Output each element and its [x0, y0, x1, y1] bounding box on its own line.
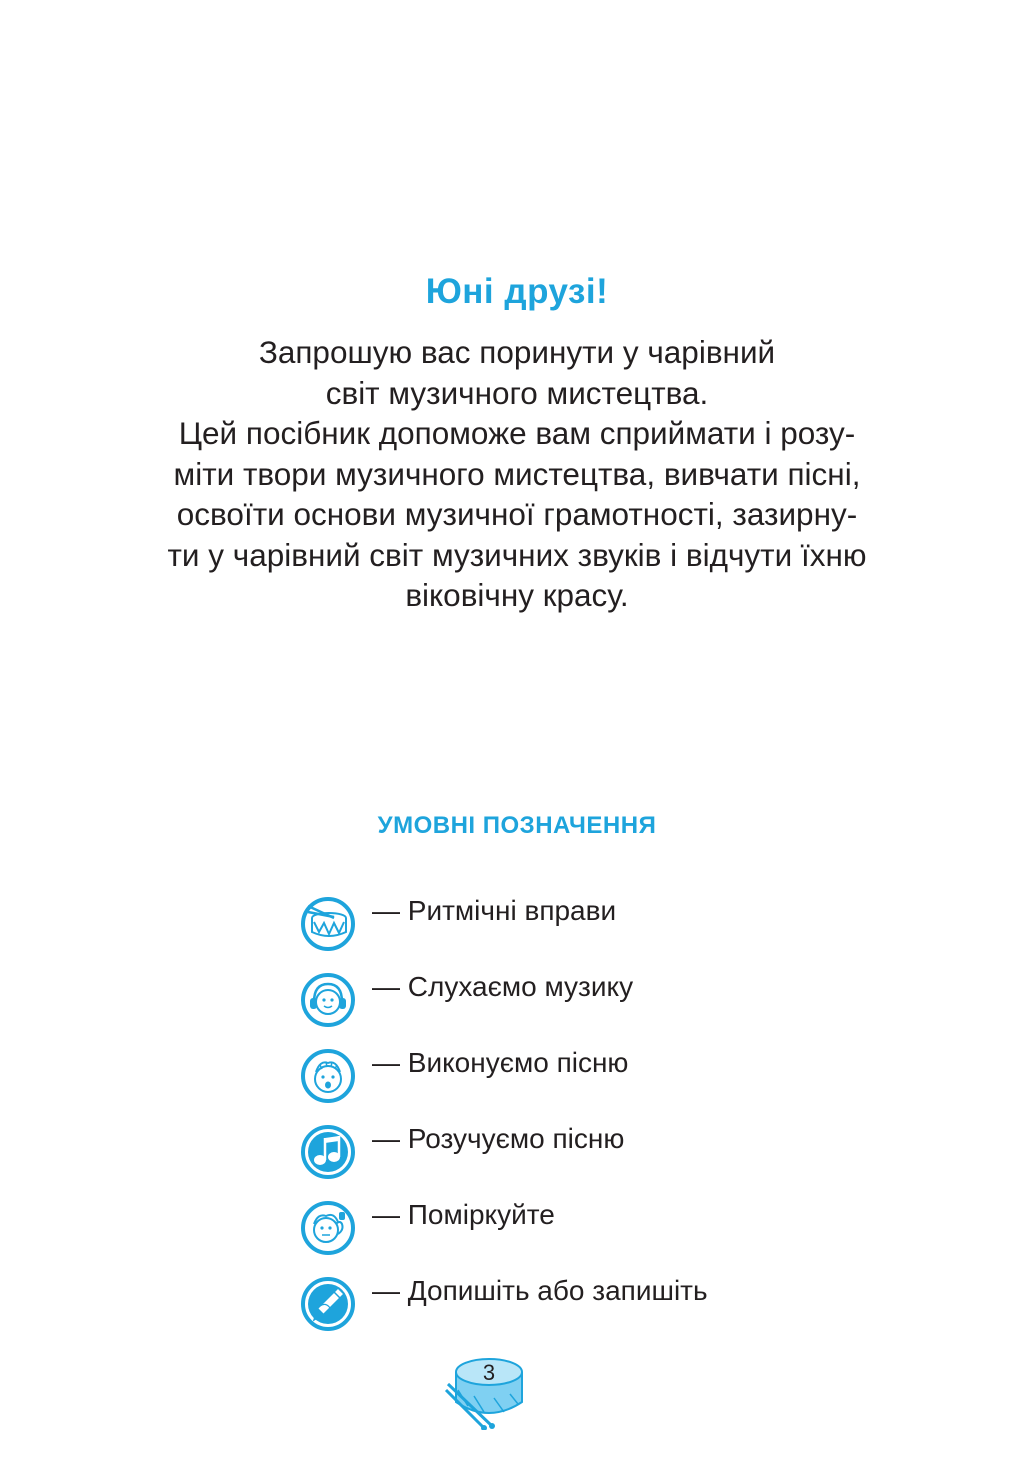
drum-icon — [300, 896, 356, 952]
singing-child-icon — [300, 1048, 356, 1104]
legend-item-rhythm — [300, 896, 820, 952]
intro-line: Запрошую вас поринути у чарівний — [258, 334, 776, 370]
legend-label: — Ритмічні вправи — [372, 895, 617, 926]
intro-line: освоїти основи музичної грамотності, зазирну- — [176, 496, 858, 532]
page-title: Юні друзі! — [425, 272, 609, 311]
legend-label: — Поміркуйте — [372, 1199, 555, 1230]
legend-label: — Розучуємо пісню — [372, 1123, 625, 1154]
intro-line: Цей посібник допоможе вам сприймати і розу- — [178, 415, 856, 451]
page-number: 3 — [482, 1360, 496, 1385]
pencil-icon — [300, 1276, 356, 1332]
legend-label: — Слухаємо музику — [372, 971, 634, 1002]
music-notes-icon — [300, 1124, 356, 1180]
legend-item-perform — [300, 1048, 820, 1104]
headphones-child-icon — [300, 972, 356, 1028]
legend-label: — Виконуємо пісню — [372, 1047, 629, 1078]
intro-line: світ музичного мистецтва. — [325, 374, 709, 411]
intro-line: ти у чарівний світ музичних звуків і відчути їхню — [167, 536, 867, 573]
legend-item-listen — [300, 972, 820, 1028]
intro-text — [60, 332, 974, 616]
page-number-badge — [444, 1350, 534, 1430]
intro-line: міти твори музичного мистецтва, вивчати пісні, — [173, 455, 861, 492]
legend-item-think — [300, 1200, 820, 1256]
legend-item-learn — [300, 1124, 820, 1180]
intro-line: віковічну красу. — [405, 577, 629, 613]
legend-label: — Допишіть або запишіть — [372, 1275, 708, 1306]
thinking-child-icon — [300, 1200, 356, 1256]
legend-title: УМОВНІ ПОЗНАЧЕННЯ — [377, 812, 657, 839]
legend-item-write — [300, 1276, 820, 1332]
